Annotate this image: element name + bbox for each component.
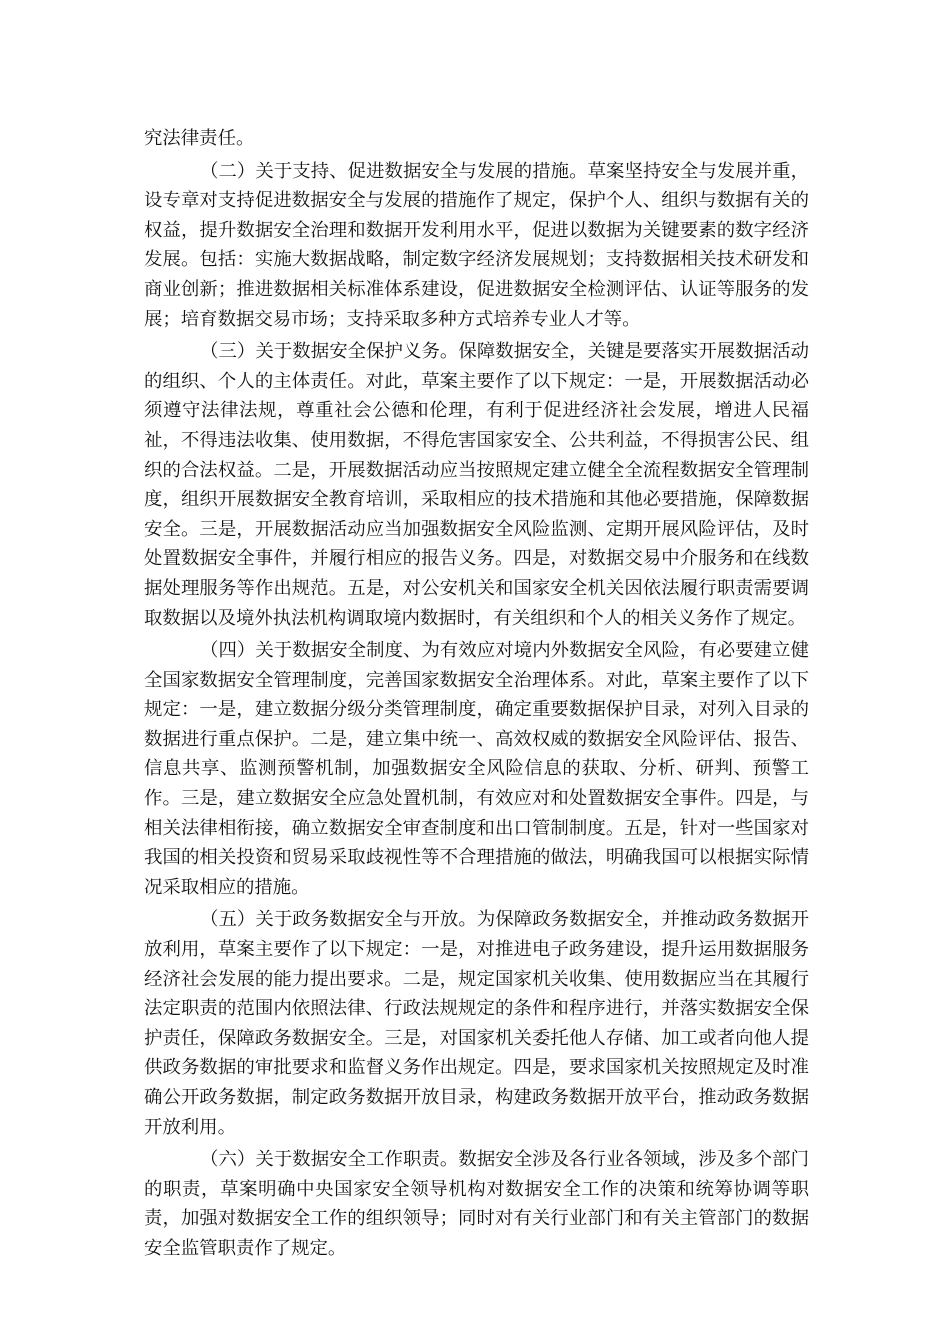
paragraph-continuation: 究法律责任。 [144,128,255,149]
document-body [144,124,809,1267]
paragraph-security-system: （四）关于数据安全制度、为有效应对境内外数据安全风险，有必要建立健全国家数据安全管理制度，完善国家数据安全治理体系。对此，草案主要作了以下规定：一是，建立数据分级分类管理制度，确定重要数据保护目录，对列入目录的数据进行重点保护。二是，建立集中统一、高效权威的数据安全风险评估、报告、信息共享、监测预警机制，加强数据安全风险信息的获取、分析、研判、预警工作。三是，建立数据安全应急处置机制，有效应对和处置数据安全事件。四是，与相关法律相衔接，确立数据安全审查制度和出口管制制度。五是，针对一些国家对我国的相关投资和贸易采取歧视性等不合理措施的做法，明确我国可以根据实际情况采取相应的措施。 [144,640,809,898]
paragraph-work-responsibilities: （六）关于数据安全工作职责。数据安全涉及各行业各领域，涉及多个部门的职责，草案明确中央国家安全领导机构对数据安全工作的决策和统筹协调等职责，加强对数据安全工作的组织领导；同时对有关行业部门和有关主管部门的数据安全监管职责作了规定。 [144,1149,809,1259]
paragraph-government-data: （五）关于政务数据安全与开放。为保障政务数据安全，并推动政务数据开放利用，草案主要作了以下规定：一是，对推进电子政务建设，提升运用数据服务经济社会发展的能力提出要求。二是，规定国家机关收集、使用数据应当在其履行法定职责的范围内依照法律、行政法规规定的条件和程序进行，并落实数据安全保护责任，保障政务数据安全。三是，对国家机关委托他人存储、加工或者向他人提供政务数据的审批要求和监督义务作出规定。四是，要求国家机关按照规定及时准确公开政务数据，制定政务数据开放目录，构建政务数据开放平台，推动政务数据开放利用。 [144,909,809,1138]
paragraph-support-measures: （二）关于支持、促进数据安全与发展的措施。草案坚持安全与发展并重，设专章对支持促进数据安全与发展的措施作了规定，保护个人、组织与数据有关的权益，提升数据安全治理和数据开发利用水平，促进以数据为关键要素的数字经济发展。包括：实施大数据战略，制定数字经济发展规划；支持数据相关技术研发和商业创新；推进数据相关标准体系建设，促进数据安全检测评估、认证等服务的发展；培育数据交易市场；支持采取多种方式培养专业人才等。 [144,160,809,330]
paragraph-protection-obligations: （三）关于数据安全保护义务。保障数据安全，关键是要落实开展数据活动的组织、个人的主体责任。对此，草案主要作了以下规定：一是，开展数据活动必须遵守法律法规，尊重社会公德和伦理，有利于促进经济社会发展，增进人民福祉，不得违法收集、使用数据，不得危害国家安全、公共利益，不得损害公民、组织的合法权益。二是，开展数据活动应当按照规定建立健全全流程数据安全管理制度，组织开展数据安全教育培训，采取相应的技术措施和其他必要措施，保障数据安全。三是，开展数据活动应当加强数据安全风险监测、定期开展风险评估，及时处置数据安全事件，并履行相应的报告义务。四是，对数据交易中介服务和在线数据处理服务等作出规范。五是，对公安机关和国家安全机关因依法履行职责需要调取数据以及境外执法机构调取境内数据时，有关组织和个人的相关义务作了规定。 [144,341,809,629]
